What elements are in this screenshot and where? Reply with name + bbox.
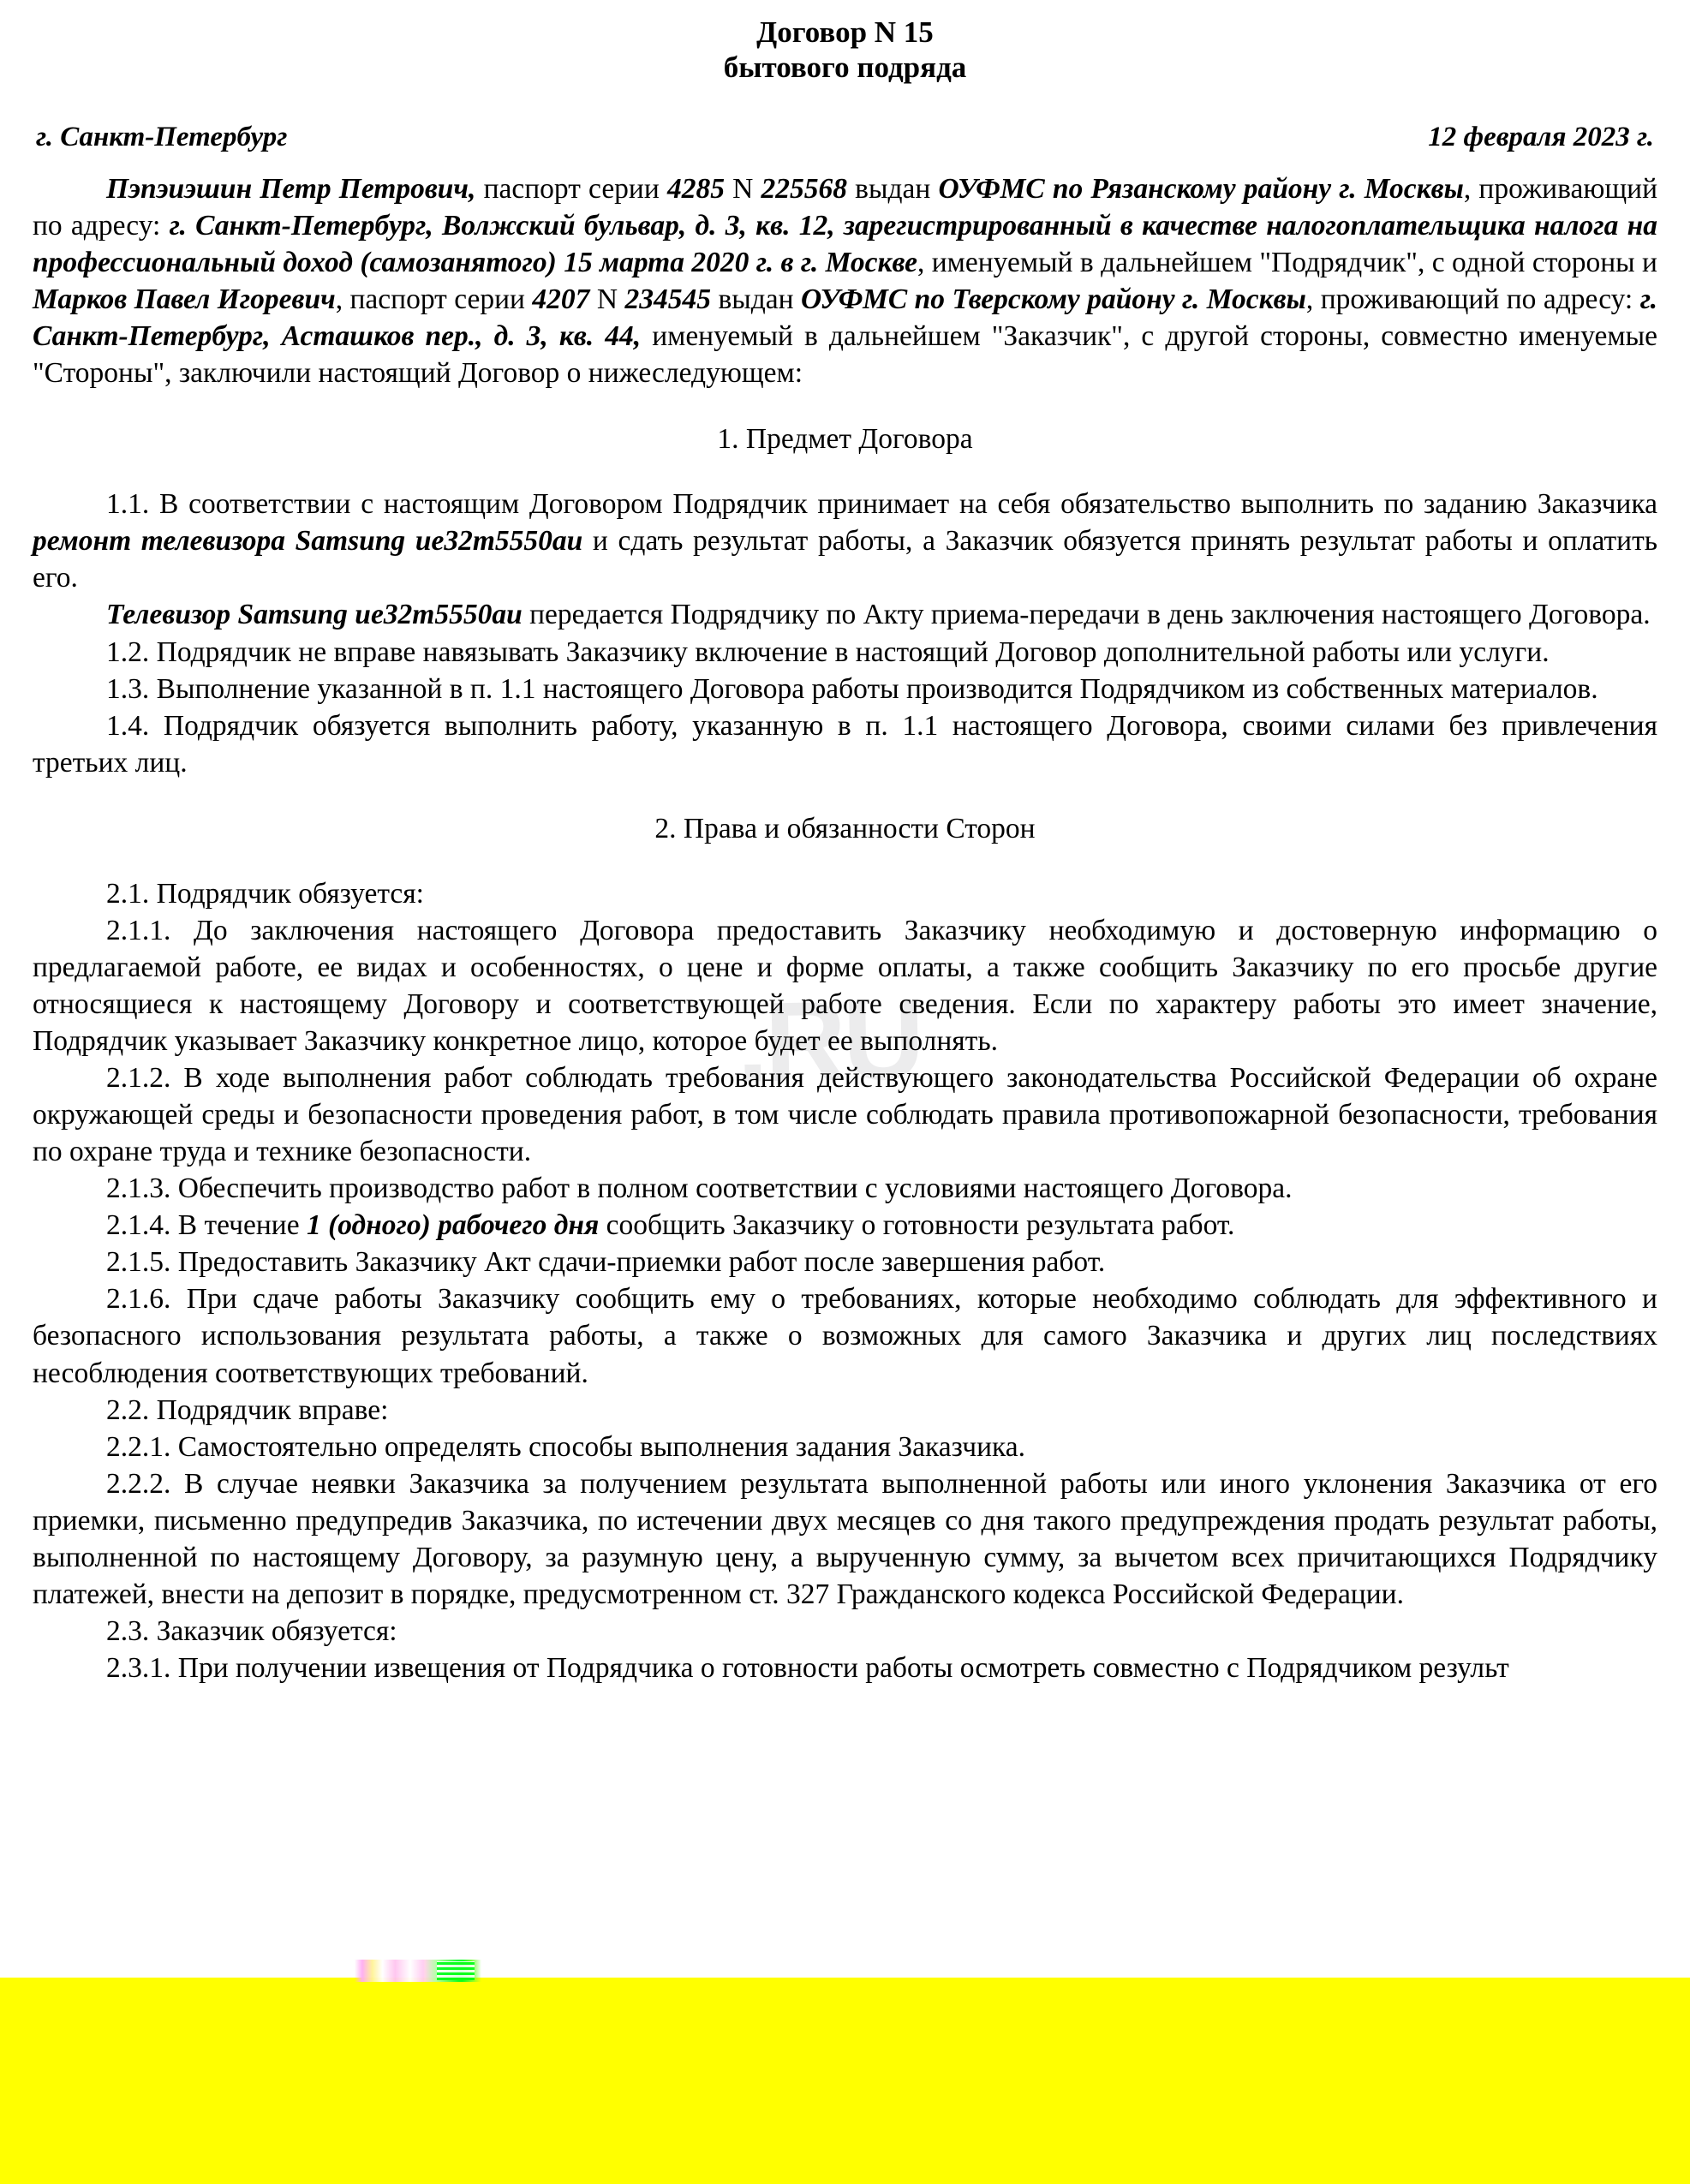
clause-2-1-2: 2.1.2. В ходе выполнения работ соблюдать требования действующего законодательства Российской Федерации об охране окружающей среды и безопасности проведения работ, в том числе соблюдать правила противопожарной безопасности, требования по охране труда и технике безопасности.: [33, 1062, 1657, 1168]
clause-2-2-2: 2.2.2. В случае неявки Заказчика за получением результата выполненной работы или иного уклонения Заказчика от его приемки, письменно предупредив Заказчика, по истечении двух месяцев со дня такого предупреждения продать результат работы, выполненной по настоящему Договору, за разумную цену, а вырученную сумму, за вычетом всех причитающихся Подрядчику платежей, внести на депозит в порядке, предусмотренном ст. 327 Гражданского кодекса Российской Федерации.: [33, 1467, 1657, 1610]
redaction-overlay: [0, 1996, 1690, 2184]
preamble-text-6: , именуемый в дальнейшем "Подрядчик", с одной стороны и: [917, 246, 1657, 278]
clause-2-1: 2.1. Подрядчик обязуется:: [106, 877, 424, 910]
clause-1-3: 1.3. Выполнение указанной в п. 1.1 настоящего Договора работы производится Подрядчиком из собственных материалов.: [106, 672, 1598, 705]
customer-passport-issuer: ОУФМС по Тверскому району г. Москвы: [801, 283, 1306, 316]
contractor-name: Пэпэиэшин Петр Петрович,: [106, 172, 476, 205]
preamble-text-9: выдан: [711, 283, 802, 316]
preamble-text-4: , проживающий по адресу:: [33, 172, 1658, 242]
document-title: [33, 15, 1657, 86]
contractor-address: г. Санкт-Петербург, Волжский бульвар, д. 3, кв. 12,: [169, 209, 835, 242]
clause-1-2: 1.2. Подрядчик не вправе навязывать Заказчику включение в настоящий Договор дополнительной работы или услуги.: [106, 636, 1550, 668]
preamble-paragraph: [33, 170, 1657, 391]
preamble-text-5: [835, 210, 844, 242]
section-1-heading: 1. Предмет Договора: [717, 423, 973, 456]
contractor-tax-status: зарегистрированный в качестве налогоплательщика налога на профессиональный доход (самозанятого) 15 марта 2020 г. в г. Москве: [33, 209, 1658, 278]
clause-2-1-1: 2.1.1. До заключения настоящего Договора предоставить Заказчику необходимую и достоверную информацию о предлагаемой работе, ее видах и особенностях, о цене и форме оплаты, а также сообщить Заказчику по его просьбе другие относящиеся к настоящему Договору и соответствующей работе сведения. Если по характеру работы это имеет значение, Подрядчик указывает Заказчику конкретное лицо, которое будет ее выполнять.: [33, 914, 1657, 1058]
preamble-text-11: именуемый в дальнейшем "Заказчик", с другой стороны, совместно именуемые "Стороны", заключили настоящий Договор о нижеследующем:: [33, 320, 1657, 390]
contractor-passport-issuer: ОУФМС по Рязанскому району г. Москвы: [938, 172, 1464, 205]
place-date-row: [33, 122, 1657, 153]
clause-2-1-6: 2.1.6. При сдаче работы Заказчику сообщить ему о требованиях, которые необходимо соблюдать для эффективного и безопасного использования результата работы, а также о возможных для самого Заказчика и других лиц последствиях несоблюдения соответствующих требований.: [33, 1283, 1657, 1389]
clause-2-2: 2.2. Подрядчик вправе:: [106, 1393, 389, 1426]
clause-2-1-4-text-b: сообщить Заказчику о готовности результата работ.: [599, 1209, 1235, 1242]
clause-2-1-4-term: 1 (одного) рабочего дня: [306, 1209, 600, 1242]
clause-2-1-3: 2.1.3. Обеспечить производство работ в полном соответствии с условиями настоящего Договора.: [106, 1173, 1293, 1205]
clause-2-2-1: 2.2.1. Самостоятельно определять способы выполнения задания Заказчика.: [106, 1430, 1026, 1463]
date-of-signing: 12 февраля 2023 г.: [1428, 121, 1654, 152]
transfer-device-rest: передается Подрядчику по Акту приема-передачи в день заключения настоящего Договора.: [522, 599, 1651, 631]
watermark: .RU: [735, 976, 923, 1106]
clause-2-1-4-text-a: 2.1.4. В течение: [106, 1209, 307, 1242]
customer-address: г. Санкт-Петербург, Асташков пер., д. 3, кв. 44,: [33, 283, 1657, 353]
contractor-passport-series: 4285: [666, 172, 725, 205]
document-content: [33, 15, 1657, 1686]
customer-name: Марков Павел Игоревич: [33, 283, 336, 316]
clause-1-4: 1.4. Подрядчик обязуется выполнить работу, указанную в п. 1.1 настоящего Договора, своими силами без привлечения третьих лиц.: [33, 709, 1657, 779]
compression-artifact: [355, 1960, 481, 1982]
clause-1-1-text-b: и сдать результат работы, а Заказчик обязуется принять результат работы и оплатить его.: [33, 525, 1657, 594]
clause-1-1: [33, 486, 1657, 596]
customer-passport-series: 4207: [532, 283, 590, 316]
clause-2-3: 2.3. Заказчик обязуется:: [106, 1614, 397, 1647]
preamble-text-3: выдан: [847, 172, 939, 205]
clause-2-3-1: 2.3.1. При получении извещения от Подрядчика о готовности работы осмотреть совместно с Подрядчиком результ: [106, 1651, 1509, 1684]
clause-1-1-subject: ремонт телевизора Samsung ue32m5550au: [33, 525, 583, 558]
document-title-line1: Договор N 15: [756, 15, 934, 49]
clause-device-transfer: [33, 596, 1657, 633]
contractor-passport-number: 225568: [761, 172, 847, 205]
preamble-text-2: N: [724, 172, 761, 205]
document-title-line2: бытового подряда: [723, 50, 967, 84]
redaction-overlay-notch: [0, 1978, 1690, 1996]
preamble-text-10: , проживающий по адресу:: [1305, 283, 1640, 316]
customer-passport-number: 234545: [624, 283, 711, 316]
preamble-text-7: , паспорт серии: [335, 283, 533, 316]
transfer-device-name: Телевизор Samsung ue32m5550au: [106, 599, 523, 631]
section-2-heading: 2. Права и обязанности Сторон: [654, 812, 1036, 844]
clause-1-1-text-a: 1.1. В соответствии с настоящим Договором Подрядчик принимает на себя обязательство выполнить по заданию Заказчика: [106, 488, 1657, 521]
clause-2-1-4: [33, 1207, 1657, 1244]
preamble-text-1: паспорт серии: [475, 172, 667, 205]
place-of-signing: г. Санкт-Петербург: [36, 121, 288, 152]
preamble-text-8: N: [589, 283, 625, 316]
clause-2-1-5: 2.1.5. Предоставить Заказчику Акт сдачи-приемки работ после завершения работ.: [106, 1246, 1106, 1279]
